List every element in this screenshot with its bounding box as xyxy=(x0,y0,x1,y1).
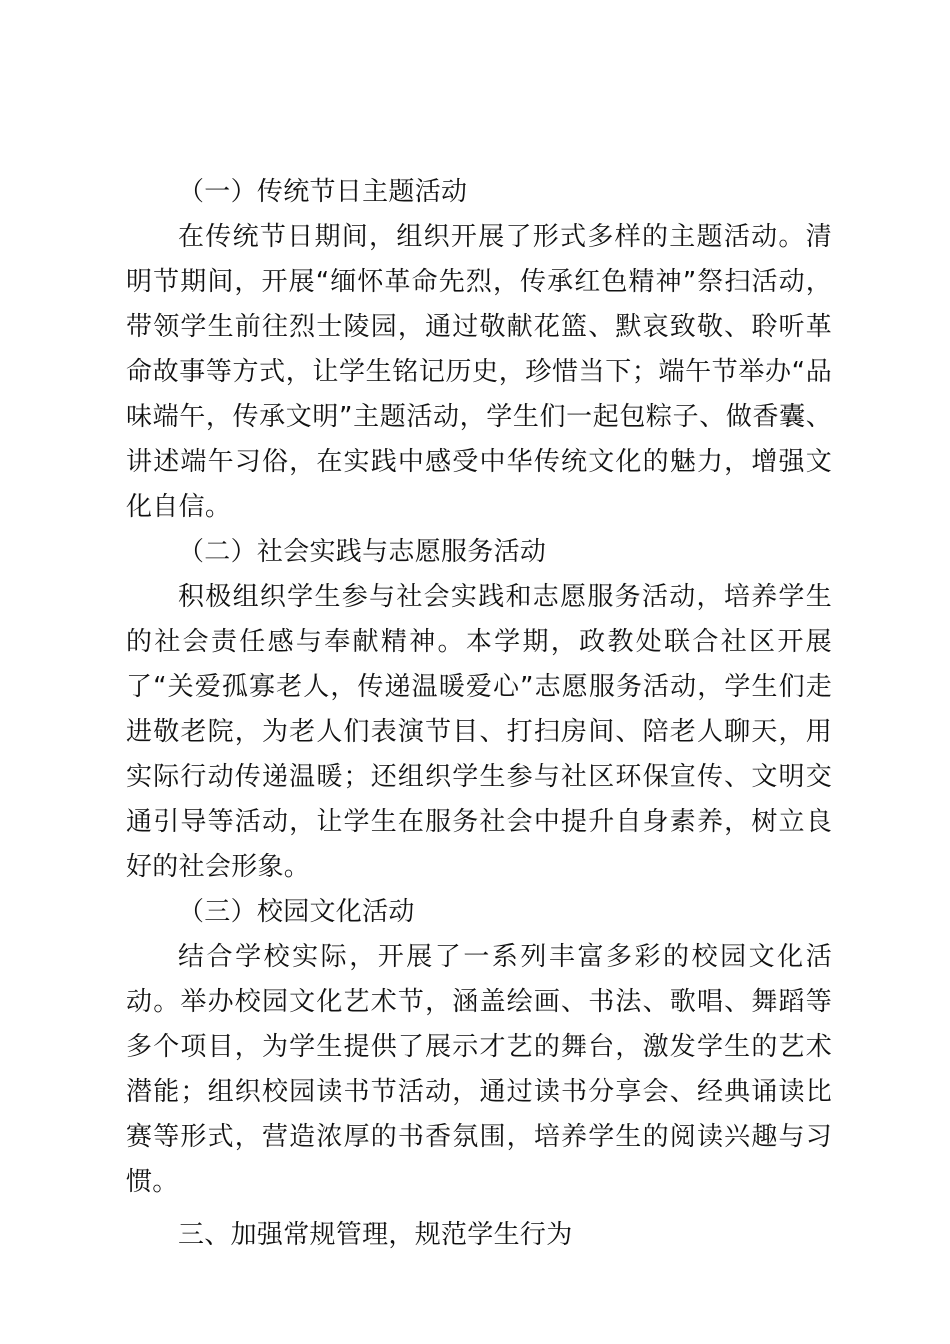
subheading-campus-culture: （三）校园文化活动 xyxy=(178,897,415,927)
section-heading-routine-management: 三、加强常规管理，规范学生行为 xyxy=(178,1220,573,1250)
paragraph-traditional-festivals: 在传统节日期间，组织开展了形式多样的主题活动。清明节期间，开展“缅怀革命先烈，传承红色精神”祭扫活动，带领学生前往烈士陵园，通过敬献花篮、默哀致敬、聆听革命故事等方式，让学生铭记历史，珍惜当下；端午节举办“品味端午，传承文明”主题活动，学生们一起包粽子、做香囊、讲述端午习俗，在实践中感受中华传统文化的魅力，增强文化自信。 xyxy=(126,222,832,522)
subheading-traditional-festivals: （一）传统节日主题活动 xyxy=(178,177,468,207)
subheading-social-practice: （二）社会实践与志愿服务活动 xyxy=(178,537,547,567)
document-body xyxy=(126,170,832,1258)
paragraph-social-practice: 积极组织学生参与社会实践和志愿服务活动，培养学生的社会责任感与奉献精神。本学期，政教处联合社区开展了“关爱孤寡老人，传递温暖爱心”志愿服务活动，学生们走进敬老院，为老人们表演节目、打扫房间、陪老人聊天，用实际行动传递温暖；还组织学生参与社区环保宣传、文明交通引导等活动，让学生在服务社会中提升自身素养，树立良好的社会形象。 xyxy=(126,582,832,882)
paragraph-campus-culture: 结合学校实际，开展了一系列丰富多彩的校园文化活动。举办校园文化艺术节，涵盖绘画、书法、歌唱、舞蹈等多个项目，为学生提供了展示才艺的舞台，激发学生的艺术潜能；组织校园读书节活动，通过读书分享会、经典诵读比赛等形式，营造浓厚的书香氛围，培养学生的阅读兴趣与习惯。 xyxy=(126,942,832,1197)
